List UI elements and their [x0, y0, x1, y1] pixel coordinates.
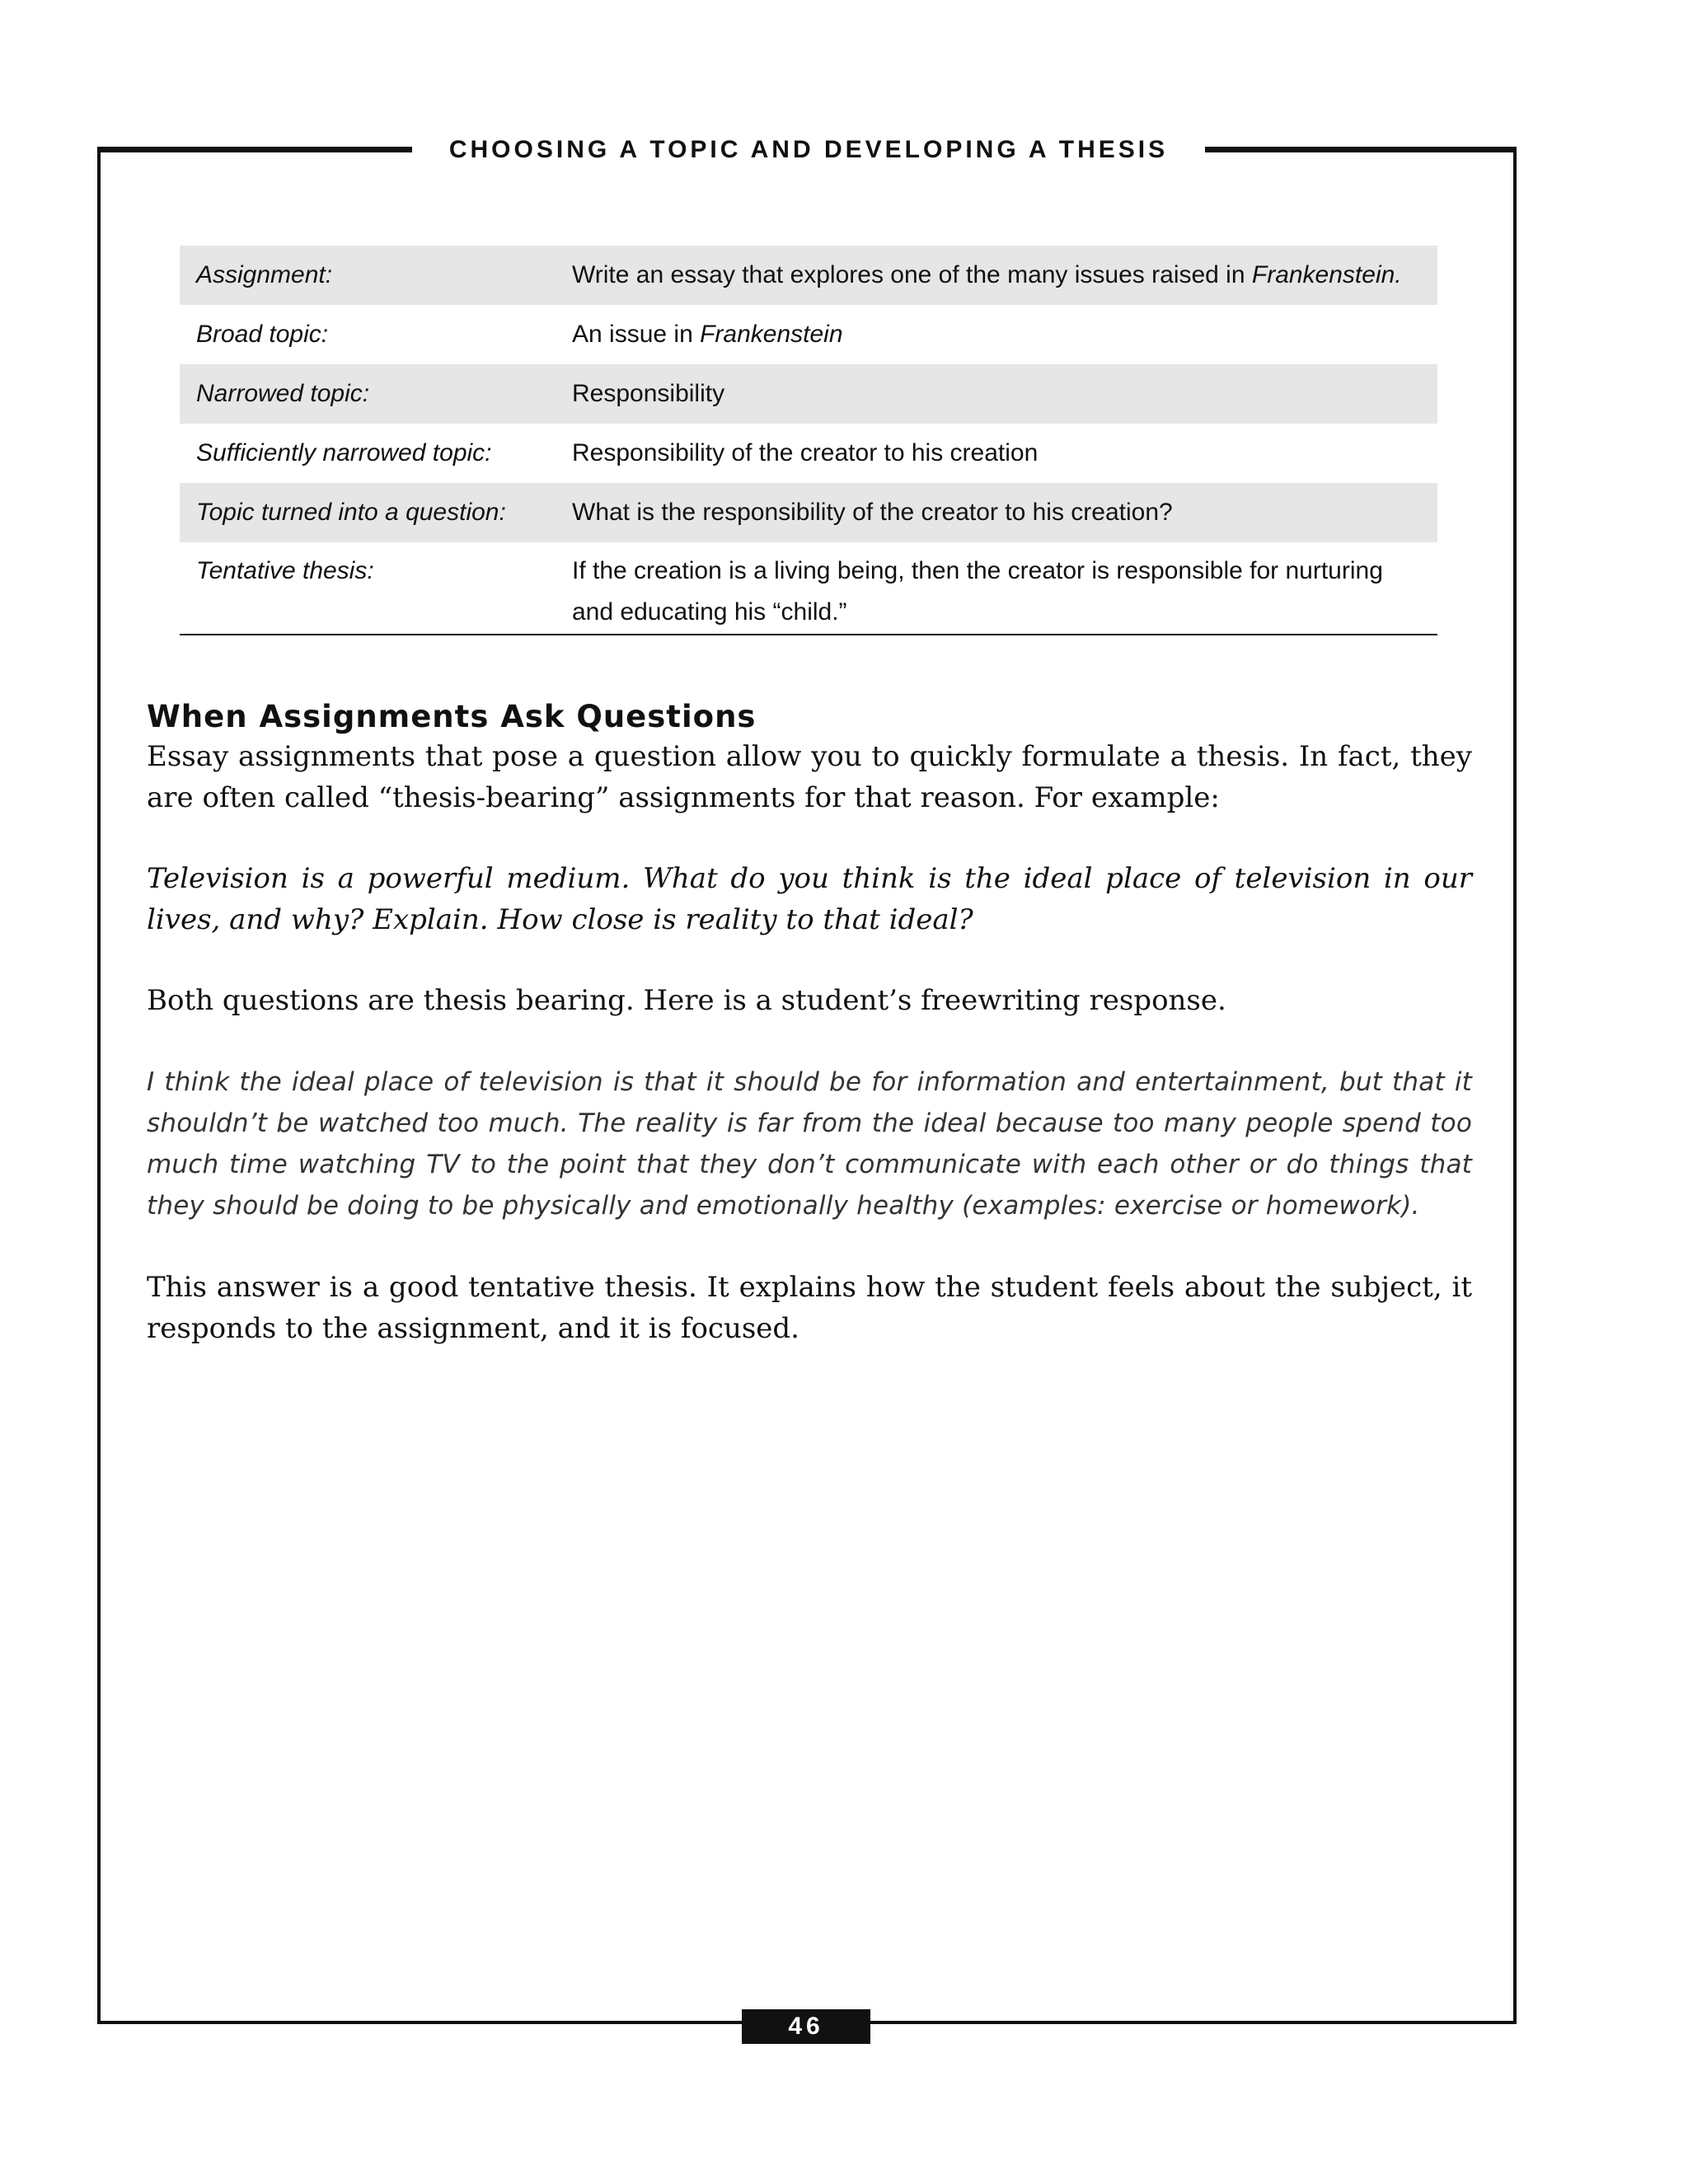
row-label: Broad topic:: [196, 321, 329, 348]
intro-paragraph: Essay assignments that pose a question allow you to quickly formulate a thesis. In fact, they are often called “thesis-bearing” assignments for that reason. For example:: [147, 740, 1472, 814]
table-row: [180, 305, 1437, 364]
freewriting-response: I think the ideal place of television is that it should be for information and entertainment, but that it shouldn’t be watched too much. The reality is far from the ideal because too many people spend too much time watching TV to the point that they don’t communicate with each other or do things that they should be doing to be physically and emotionally healthy (examples: exercise or homework).: [147, 1067, 1472, 1221]
table-row: [180, 246, 1437, 305]
topic-development-table: [180, 246, 1437, 635]
row-value: An issue in Frankenstein: [572, 321, 843, 348]
header-rule-right: [1205, 147, 1517, 152]
lead-in-paragraph: Both questions are thesis bearing. Here is a student’s freewriting response.: [147, 984, 1226, 1017]
row-label: Sufficiently narrowed topic:: [196, 439, 492, 466]
row-label: Assignment:: [180, 246, 556, 305]
header-rule-left: [97, 147, 412, 152]
row-label: Tentative thesis:: [196, 557, 374, 584]
table-row: [180, 424, 1437, 483]
table-row: [180, 483, 1437, 542]
row-value: What is the responsibility of the creator to his creation?: [556, 483, 1437, 542]
row-value: Responsibility: [556, 364, 1437, 424]
example-prompt: Television is a powerful medium. What do you think is the ideal place of television in our lives, and why? Explain. How close is reality to that ideal?: [147, 862, 1472, 936]
row-value: Responsibility of the creator to his creation: [572, 439, 1039, 466]
row-value: Write an essay that explores one of the many issues raised in Frankenstein.: [556, 246, 1437, 305]
table-row: [180, 542, 1437, 635]
section-heading: When Assignments Ask Questions: [147, 699, 757, 734]
page-number: 46: [742, 2009, 870, 2044]
row-label: Topic turned into a question:: [180, 483, 556, 542]
row-label: Narrowed topic:: [180, 364, 556, 424]
row-value: If the creation is a living being, then the creator is responsible for nurturing and educating his “child.”: [572, 557, 1383, 626]
conclusion-paragraph: This answer is a good tentative thesis. It explains how the student feels about the subject, it responds to the assignment, and it is focused.: [147, 1271, 1472, 1345]
table-row: [180, 364, 1437, 424]
running-head: CHOOSING A TOPIC AND DEVELOPING A THESIS: [448, 136, 1169, 163]
